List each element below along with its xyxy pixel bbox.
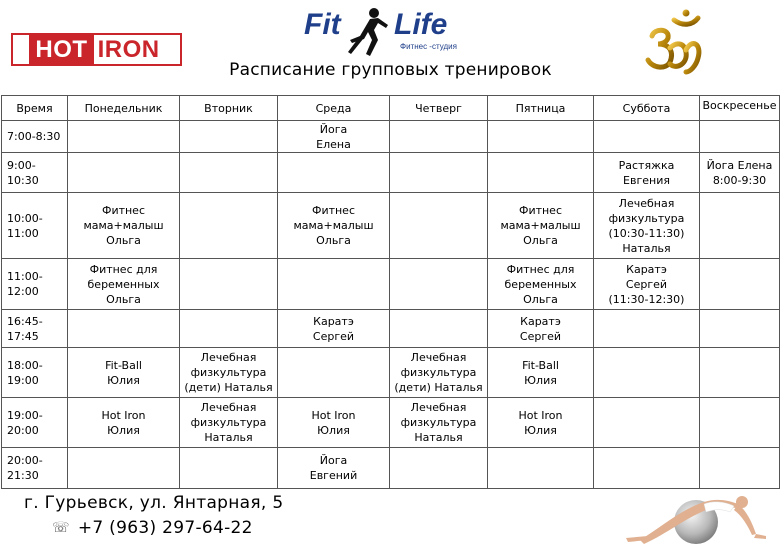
schedule-cell <box>180 310 278 348</box>
runner-icon <box>336 6 396 62</box>
schedule-cell <box>180 153 278 193</box>
schedule-cell: Фитнес для беременных Ольга <box>68 259 180 310</box>
schedule-cell <box>180 193 278 259</box>
hot-iron-logo-part1: HOT <box>29 35 93 64</box>
time-cell: 18:00-19:00 <box>2 348 68 398</box>
table-row <box>2 310 780 348</box>
time-cell: 16:45-17:45 <box>2 310 68 348</box>
phone-line <box>52 518 253 538</box>
schedule-cell <box>180 448 278 489</box>
schedule-cell <box>390 153 488 193</box>
schedule-cell: Fit-Ball Юлия <box>68 348 180 398</box>
schedule-cell: Hot Iron Юлия <box>68 398 180 448</box>
table-row <box>2 348 780 398</box>
column-header-time: Время <box>2 96 68 121</box>
schedule-cell: Fit-Ball Юлия <box>488 348 594 398</box>
schedule-cell <box>390 259 488 310</box>
schedule-cell <box>278 348 390 398</box>
time-cell: 19:00-20:00 <box>2 398 68 448</box>
page-title: Расписание групповых тренировок <box>229 60 552 80</box>
schedule-cell <box>488 153 594 193</box>
table-row <box>2 259 780 310</box>
schedule-cell <box>700 121 780 153</box>
column-header-saturday: Суббота <box>594 96 700 121</box>
schedule-cell: Фитнес мама+малыш Ольга <box>278 193 390 259</box>
schedule-cell <box>700 259 780 310</box>
schedule-cell <box>594 348 700 398</box>
schedule-cell: Каратэ Сергей <box>488 310 594 348</box>
schedule-cell <box>390 310 488 348</box>
schedule-cell <box>488 448 594 489</box>
schedule-cell <box>390 193 488 259</box>
table-header-row <box>2 96 780 121</box>
schedule-cell: Лечебная физкультура (дети) Наталья <box>180 348 278 398</box>
schedule-cell: Фитнес мама+малыш Ольга <box>488 193 594 259</box>
column-header-wednesday: Среда <box>278 96 390 121</box>
hot-iron-logo-part2: IRON <box>97 35 160 63</box>
schedule-cell <box>594 121 700 153</box>
fit-life-logo-subtitle: Фитнес -студия <box>400 42 457 51</box>
schedule-cell <box>68 121 180 153</box>
schedule-cell: Растяжка Евгения <box>594 153 700 193</box>
schedule-cell <box>180 121 278 153</box>
schedule-cell <box>700 398 780 448</box>
schedule-cell: Лечебная физкультура (дети) Наталья <box>390 348 488 398</box>
column-header-sunday: Воскресенье <box>700 96 780 121</box>
phone-number: +7 (963) 297-64-22 <box>77 518 253 538</box>
schedule-cell <box>68 310 180 348</box>
schedule-cell: Hot Iron Юлия <box>278 398 390 448</box>
column-header-monday: Понедельник <box>68 96 180 121</box>
fit-life-logo-word2: Life <box>394 8 448 41</box>
schedule-cell: Лечебная физкультура (10:30-11:30) Наталья <box>594 193 700 259</box>
schedule-cell <box>390 121 488 153</box>
schedule-cell <box>700 310 780 348</box>
schedule-cell: Каратэ Сергей <box>278 310 390 348</box>
fit-life-logo-word1: Fit <box>304 8 341 41</box>
schedule-cell <box>68 448 180 489</box>
table-row <box>2 153 780 193</box>
address-text: г. Гурьевск, ул. Янтарная, 5 <box>24 493 284 513</box>
schedule-cell <box>488 121 594 153</box>
schedule-cell <box>278 259 390 310</box>
schedule-cell: Фитнес для беременных Ольга <box>488 259 594 310</box>
schedule-cell: Йога Евгений <box>278 448 390 489</box>
schedule-cell <box>594 398 700 448</box>
telephone-icon: ☏ <box>52 520 70 536</box>
schedule-cell <box>700 348 780 398</box>
schedule-cell <box>68 153 180 193</box>
table-row <box>2 398 780 448</box>
schedule-cell: Йога Елена <box>278 121 390 153</box>
table-row <box>2 121 780 153</box>
schedule-cell <box>180 259 278 310</box>
schedule-cell <box>278 153 390 193</box>
schedule-table <box>1 95 780 489</box>
time-cell: 20:00-21:30 <box>2 448 68 489</box>
schedule-cell <box>594 310 700 348</box>
column-header-friday: Пятница <box>488 96 594 121</box>
schedule-cell: Лечебная физкультура Наталья <box>390 398 488 448</box>
time-cell: 9:00-10:30 <box>2 153 68 193</box>
schedule-cell: Лечебная физкультура Наталья <box>180 398 278 448</box>
schedule-cell <box>594 448 700 489</box>
table-row <box>2 193 780 259</box>
column-header-tuesday: Вторник <box>180 96 278 121</box>
schedule-cell: Фитнес мама+малыш Ольга <box>68 193 180 259</box>
schedule-cell: Каратэ Сергей (11:30-12:30) <box>594 259 700 310</box>
column-header-thursday: Четверг <box>390 96 488 121</box>
time-cell: 7:00-8:30 <box>2 121 68 153</box>
schedule-cell <box>390 448 488 489</box>
time-cell: 11:00-12:00 <box>2 259 68 310</box>
fit-life-logo <box>302 6 472 62</box>
schedule-cell <box>700 448 780 489</box>
schedule-cell <box>700 193 780 259</box>
time-cell: 10:00-11:00 <box>2 193 68 259</box>
fitball-figure-icon <box>620 488 770 548</box>
table-row <box>2 448 780 489</box>
schedule-cell: Йога Елена 8:00-9:30 <box>700 153 780 193</box>
schedule-cell: Hot Iron Юлия <box>488 398 594 448</box>
